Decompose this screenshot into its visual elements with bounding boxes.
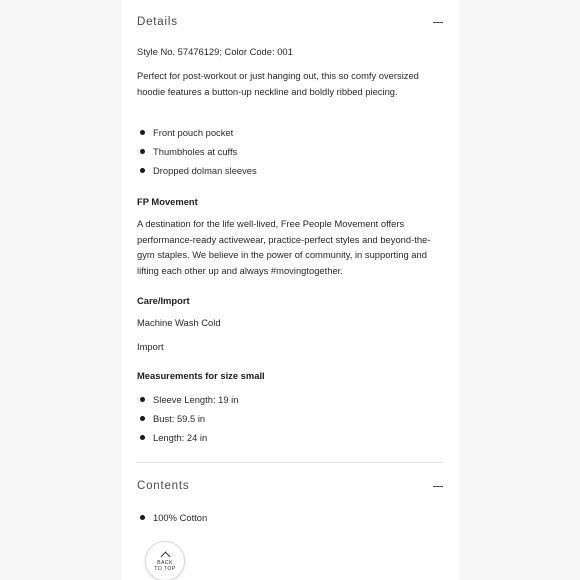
collapse-minus-icon[interactable] — [433, 22, 443, 23]
brand-description: A destination for the life well-lived, Free People Movement offers performance-ready activewear, practice-perfect styles and beyond-the-gym staples. We believe in the power of community, in supporting and lifting each other up and always #movingtogether. — [137, 218, 431, 276]
list-item: Sleeve Length: 19 in — [137, 392, 238, 411]
style-number-line: Style No. 57476129; Color Code: 001 — [137, 46, 293, 57]
list-item: 100% Cotton — [137, 510, 207, 529]
collapse-minus-icon[interactable] — [433, 486, 443, 487]
list-item: Thumbholes at cuffs — [137, 144, 257, 163]
feature-list — [137, 125, 257, 182]
product-description: Perfect for post-workout or just hanging out, this so comfy oversized hoodie features a button-up neckline and boldly ribbed piecing. — [137, 70, 419, 97]
care-import: Import — [137, 341, 164, 352]
back-to-top-label-line1: BACK — [157, 559, 173, 566]
contents-accordion-header[interactable] — [137, 476, 443, 496]
bullet-icon — [140, 130, 145, 135]
bullet-icon — [140, 435, 145, 440]
back-to-top-label-line2: TO TOP — [154, 565, 176, 572]
bullet-icon — [140, 149, 145, 154]
list-item: Dropped dolman sleeves — [137, 163, 257, 182]
care-wash: Machine Wash Cold — [137, 317, 221, 328]
details-accordion-header[interactable] — [137, 12, 443, 32]
section-divider — [137, 462, 443, 463]
bullet-icon — [140, 416, 145, 421]
list-item: Bust: 59.5 in — [137, 411, 238, 430]
list-item: Front pouch pocket — [137, 125, 257, 144]
measurements-heading: Measurements for size small — [137, 370, 265, 381]
bullet-icon — [140, 515, 145, 520]
bullet-icon — [140, 397, 145, 402]
care-heading: Care/Import — [137, 295, 190, 306]
back-to-top-button[interactable] — [145, 541, 185, 580]
bullet-icon — [140, 168, 145, 173]
measurements-list — [137, 392, 238, 449]
details-title: Details — [137, 16, 178, 28]
brand-heading: FP Movement — [137, 196, 198, 207]
list-item: Length: 24 in — [137, 430, 238, 449]
contents-list — [137, 510, 207, 529]
contents-title: Contents — [137, 480, 190, 492]
